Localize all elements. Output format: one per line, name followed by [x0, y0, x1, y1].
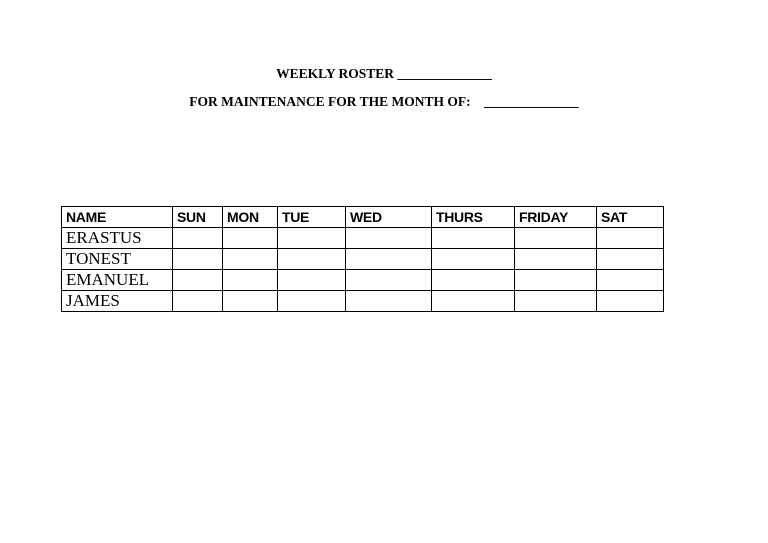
month-title: FOR MAINTENANCE FOR THE MONTH OF: ______________ — [189, 94, 579, 109]
cell-friday[interactable] — [515, 228, 597, 249]
cell-friday[interactable] — [515, 291, 597, 312]
cell-sun[interactable] — [173, 249, 223, 270]
header-mon: MON — [223, 207, 278, 228]
cell-sat[interactable] — [597, 249, 664, 270]
cell-thurs[interactable] — [432, 228, 515, 249]
header-thurs: THURS — [432, 207, 515, 228]
table-row — [62, 291, 664, 312]
cell-sat[interactable] — [597, 228, 664, 249]
roster-table — [61, 206, 664, 312]
cell-thurs[interactable] — [432, 249, 515, 270]
table-row — [62, 249, 664, 270]
cell-mon[interactable] — [223, 270, 278, 291]
cell-thurs[interactable] — [432, 291, 515, 312]
row-name: TONEST — [62, 249, 173, 270]
header-row — [62, 207, 664, 228]
header-friday: FRIDAY — [515, 207, 597, 228]
table-row — [62, 228, 664, 249]
row-name: ERASTUS — [62, 228, 173, 249]
row-name: EMANUEL — [62, 270, 173, 291]
cell-tue[interactable] — [278, 228, 346, 249]
cell-mon[interactable] — [223, 249, 278, 270]
cell-wed[interactable] — [346, 291, 432, 312]
header-wed: WED — [346, 207, 432, 228]
cell-thurs[interactable] — [432, 270, 515, 291]
roster-title: WEEKLY ROSTER ______________ — [276, 66, 492, 81]
cell-mon[interactable] — [223, 228, 278, 249]
cell-tue[interactable] — [278, 270, 346, 291]
header-sat: SAT — [597, 207, 664, 228]
cell-wed[interactable] — [346, 249, 432, 270]
header-name: NAME — [62, 207, 173, 228]
cell-sat[interactable] — [597, 270, 664, 291]
cell-tue[interactable] — [278, 249, 346, 270]
cell-wed[interactable] — [346, 228, 432, 249]
cell-friday[interactable] — [515, 270, 597, 291]
header-tue: TUE — [278, 207, 346, 228]
cell-sun[interactable] — [173, 270, 223, 291]
cell-friday[interactable] — [515, 249, 597, 270]
cell-sat[interactable] — [597, 291, 664, 312]
cell-wed[interactable] — [346, 270, 432, 291]
cell-tue[interactable] — [278, 291, 346, 312]
header-sun: SUN — [173, 207, 223, 228]
cell-sun[interactable] — [173, 291, 223, 312]
row-name: JAMES — [62, 291, 173, 312]
cell-mon[interactable] — [223, 291, 278, 312]
table-row — [62, 270, 664, 291]
cell-sun[interactable] — [173, 228, 223, 249]
